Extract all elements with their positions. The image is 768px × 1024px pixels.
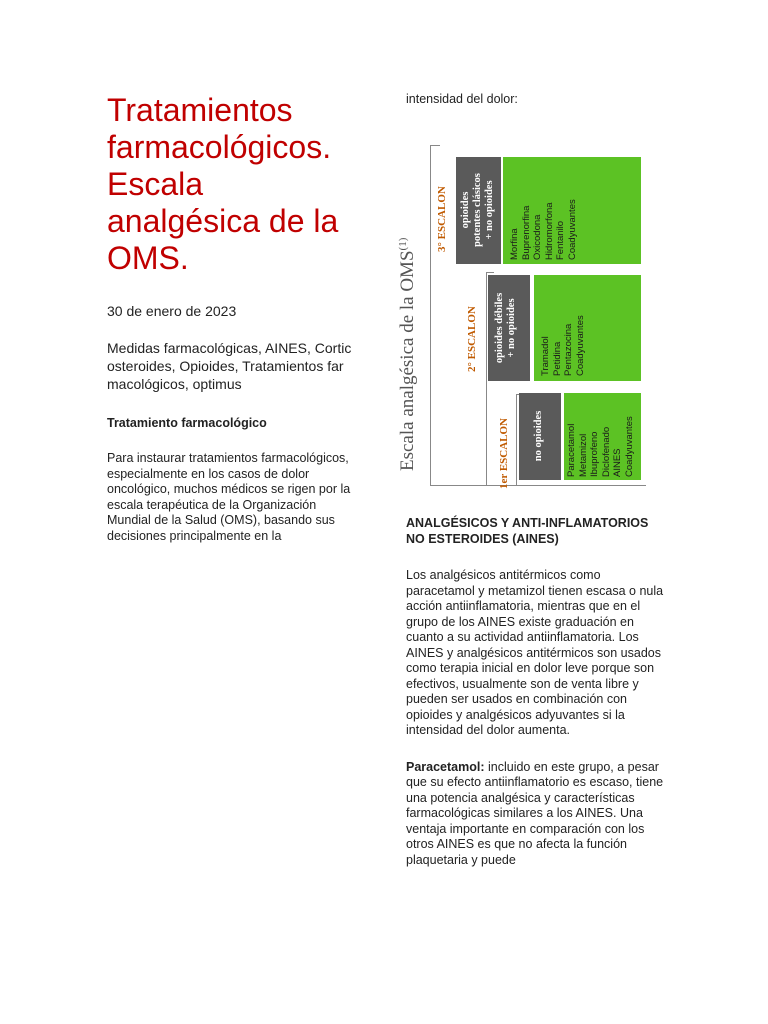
ladder-side-title-main: Escala analgésica de la OMS xyxy=(397,250,418,471)
right-column xyxy=(397,92,664,868)
intro-continuation: intensidad del dolor: xyxy=(406,92,518,106)
drug-item: Petidina xyxy=(551,341,563,376)
who-analgesic-ladder-figure xyxy=(397,117,646,489)
frame-line xyxy=(486,272,494,273)
step-3-label: 3° ESCALON xyxy=(436,186,448,252)
step-2-category-line: opioides débiles xyxy=(494,292,505,364)
aines-heading: ANALGÉSICOS Y ANTI-INFLAMATORIOS NO ESTEROIDES (AINES) xyxy=(406,516,649,546)
step-1-label: 1er ESCALON xyxy=(498,418,510,489)
tag-list: Medidas farmacológicas, AINES, Corticosteroides, Opioides, Tratamientos farmacológicos, optimus xyxy=(107,340,352,392)
step-1-category-line: no opioides xyxy=(533,410,544,462)
publish-date: 30 de enero de 2023 xyxy=(107,303,237,319)
frame-line xyxy=(430,145,431,485)
step-1-drugs-box xyxy=(564,393,641,480)
page-title: Tratamientos farmacológicos. Escala analgésica de la OMS. xyxy=(107,92,339,276)
step-2-category-line: + no opioides xyxy=(506,298,517,358)
drug-item: Diclofenado xyxy=(600,426,612,477)
step-3-drug-list xyxy=(509,199,578,260)
step-3-drugs-box xyxy=(503,157,641,264)
section-heading: Tratamiento farmacológico xyxy=(107,416,267,430)
step-3-category-box xyxy=(456,157,501,264)
step-3-category-line: opioides xyxy=(460,191,471,229)
drug-item: Pentazocina xyxy=(563,323,574,376)
paracetamol-label: Paracetamol: xyxy=(406,759,485,774)
intro-paragraph: Para instaurar tratamientos farmacológicos, especialmente en los casos de dolor oncológico, muchos médicos se rigen por la escala terapéutica de la Organización Mundial de la Salud (OMS), basando sus decisiones principalmente en la xyxy=(107,451,351,543)
drug-item: Buprenorfina xyxy=(520,205,532,260)
step-1-drug-list xyxy=(566,416,635,477)
drug-item: Coadyuvantes xyxy=(623,416,635,477)
ladder-side-title-text xyxy=(397,237,418,471)
paracetamol-paragraph xyxy=(406,760,664,869)
drug-item: Tramadol xyxy=(540,336,551,376)
paracetamol-text: incluido en este grupo, a pesar que su efecto antiinflamatorio es escaso, tiene una potencia analgésica y características farmacológicas similares a los AINES. Una ventaja importante en comparación con los otros AINES es que no afecta la función plaquetaria y puede xyxy=(406,759,664,867)
frame-line xyxy=(516,394,517,485)
left-column xyxy=(107,92,357,545)
drug-item: Oxicodona xyxy=(532,214,543,260)
step-2-category-box xyxy=(488,275,530,381)
step-3-category-line: + no opioides xyxy=(484,180,495,240)
drug-item: Coadyuvantes xyxy=(566,199,578,260)
step-3-category xyxy=(460,160,496,260)
aines-paragraph: Los analgésicos antitérmicos como paracetamol y metamizol tienen escasa o nula acción antiinflamatoria, mientras que en el grupo de los AINES existe graduación en cuanto a su actividad antiinflamatoria. Los AINES y analgésicos antitérmicos son usados como terapia inicial en dolor leve porque son efectivos, usualmente son de venta libre y pueden ser usados en combinación con opioides y analgésicos adyuvantes si la intensidad del dolor aumenta. xyxy=(406,568,664,737)
step-1-category-box xyxy=(519,393,561,480)
drug-item: Morfina xyxy=(509,228,520,260)
frame-line xyxy=(430,145,440,146)
drug-item: Coadyuvantes xyxy=(574,315,586,376)
step-2-label: 2° ESCALON xyxy=(466,306,478,372)
drug-item: Fentanilo xyxy=(555,220,566,260)
drug-item: Metamizol xyxy=(577,433,589,477)
step-1-category xyxy=(533,399,545,473)
frame-line xyxy=(486,272,487,485)
ladder-side-title xyxy=(386,181,426,471)
step-2-drug-list xyxy=(540,315,586,376)
step-2-drugs-box xyxy=(534,275,641,381)
drug-item: Ibuprofeno xyxy=(589,431,600,477)
drug-item: Hidromorfona xyxy=(543,202,555,260)
drug-item: Paracetamol xyxy=(566,423,577,477)
ladder-side-title-footnote: (1) xyxy=(397,237,409,251)
step-2-category xyxy=(494,280,518,376)
frame-line xyxy=(430,485,646,486)
step-3-category-line: potentes clásicos xyxy=(472,173,483,247)
drug-item: AINES xyxy=(612,448,623,477)
